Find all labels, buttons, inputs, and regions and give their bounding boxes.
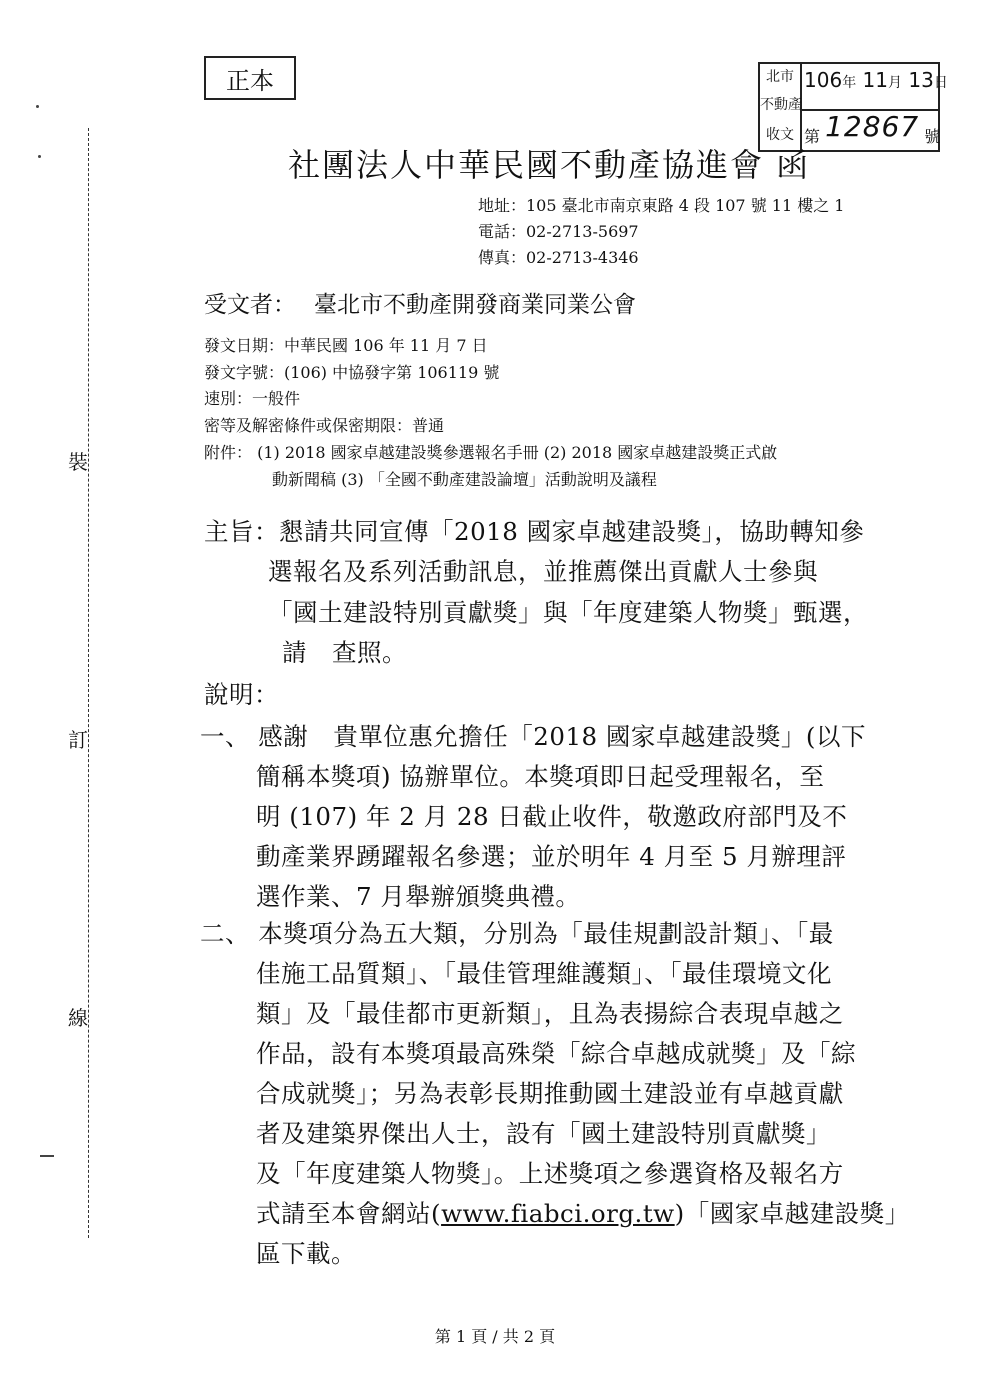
binding-dashed-line <box>88 128 89 1238</box>
item-2-line: 二、 本獎項分為五大類，分別為「最佳規劃設計類」、「最 <box>200 919 834 948</box>
document-number: 發文字號：(106) 中協發字第 106119 號 <box>204 363 500 382</box>
subject-line: 請 查照。 <box>282 638 407 667</box>
issue-date: 發文日期：中華民國 106 年 11 月 7 日 <box>204 336 488 355</box>
item-2-line-8-post: )「國家卓越建設獎」 <box>674 1199 910 1228</box>
subject-line: 選報名及系列活動訊息，並推薦傑出貢獻人士參與 <box>268 557 818 586</box>
item-1-line: 明 (107) 年 2 月 28 日截止收件，敬邀政府部門及不 <box>256 802 848 831</box>
binding-mark-staple: 訂 <box>68 722 88 755</box>
item-1-line: 簡稱本獎項) 協辦單位。本獎項即日起受理報名，至 <box>256 762 825 791</box>
stamp-year: 106 <box>804 68 843 92</box>
attachments-line-2: 動新聞稿 (3) 「全國不動產建設論壇」活動說明及議程 <box>272 470 657 489</box>
stamp-org-line: 收文 <box>766 127 794 143</box>
stamp-month-unit: 月 <box>888 75 902 91</box>
item-2-line: 合成就獎」；另為表彰長期推動國土建設並有卓越貢獻 <box>256 1079 844 1108</box>
subject-line: 主旨：懇請共同宣傳「2018 國家卓越建設獎」，協助轉知參 <box>204 517 865 546</box>
contact-address: 地址：105 臺北市南京東路 4 段 107 號 11 樓之 1 <box>478 196 845 215</box>
stamp-org-line: 不動產 <box>760 97 802 113</box>
speed-class: 速別：一般件 <box>204 389 301 408</box>
stamp-no-prefix: 第 <box>804 127 821 146</box>
item-2-line <box>256 1195 910 1230</box>
received-stamp <box>758 62 948 152</box>
item-2-line: 及「年度建築人物獎」。上述獎項之參選資格及報名方 <box>256 1159 844 1188</box>
page-number: 第 1 頁 / 共 2 頁 <box>434 1327 556 1346</box>
recipient-name: 臺北市不動產開發商業同業公會 <box>314 292 636 318</box>
stamp-number-row <box>804 110 941 149</box>
explanation-label: 說明： <box>204 680 279 709</box>
stamp-year-unit: 年 <box>842 75 857 91</box>
recipient <box>204 286 654 319</box>
binding-mark-line: 線 <box>68 1000 88 1033</box>
item-2-line: 者及建築界傑出人士，設有「國土建設特別貢獻獎」 <box>256 1119 831 1148</box>
contact-fax: 傳真：02-2713-4346 <box>478 248 639 267</box>
item-2-line: 區下載。 <box>256 1239 356 1268</box>
item-1-line: 一、 感謝 貴單位惠允擔任「2018 國家卓越建設獎」(以下 <box>200 722 866 751</box>
copy-label: 正本 <box>226 66 274 95</box>
stamp-date <box>804 68 948 92</box>
stamp-org-line: 北市 <box>766 69 794 85</box>
website-link[interactable]: www.fiabci.org.tw <box>441 1199 675 1228</box>
attachments-line-1: 附件： (1) 2018 國家卓越建設獎參選報名手冊 (2) 2018 國家卓越建設獎正式啟 <box>204 443 778 462</box>
item-2-line: 佳施工品質類」、「最佳管理維護類」、「最佳環境文化 <box>256 959 832 988</box>
original-copy-badge <box>204 56 296 100</box>
secrecy-level: 密等及解密條件或保密期限：普通 <box>204 416 445 435</box>
item-1-line: 選作業、7 月舉辦頒獎典禮。 <box>256 882 581 911</box>
stamp-number: 12867 <box>825 110 920 143</box>
document-title: 社團法人中華民國不動產協進會 函 <box>288 146 811 184</box>
recipient-label: 受文者： <box>204 292 296 318</box>
contact-phone: 電話：02-2713-5697 <box>478 222 639 241</box>
subject-line: 「國土建設特別貢獻獎」與「年度建築人物獎」甄選， <box>268 598 868 627</box>
stamp-org <box>760 64 802 150</box>
stamp-month: 11 <box>862 68 888 92</box>
binding-mark-bind: 裝 <box>68 444 88 477</box>
item-2-line-8-pre: 式請至本會網站( <box>256 1199 442 1228</box>
item-2-line: 作品，設有本獎項最高殊榮「綜合卓越成就獎」及「綜 <box>256 1039 856 1068</box>
stamp-no-suffix: 號 <box>924 127 941 146</box>
stamp-day: 13 <box>908 68 934 92</box>
item-2-line: 類」及「最佳都市更新類」，且為表揚綜合表現卓越之 <box>256 999 844 1028</box>
item-1-line: 動產業界踴躍報名參選；並於明年 4 月至 5 月辦理評 <box>256 842 847 871</box>
stamp-day-unit: 日 <box>933 75 948 91</box>
